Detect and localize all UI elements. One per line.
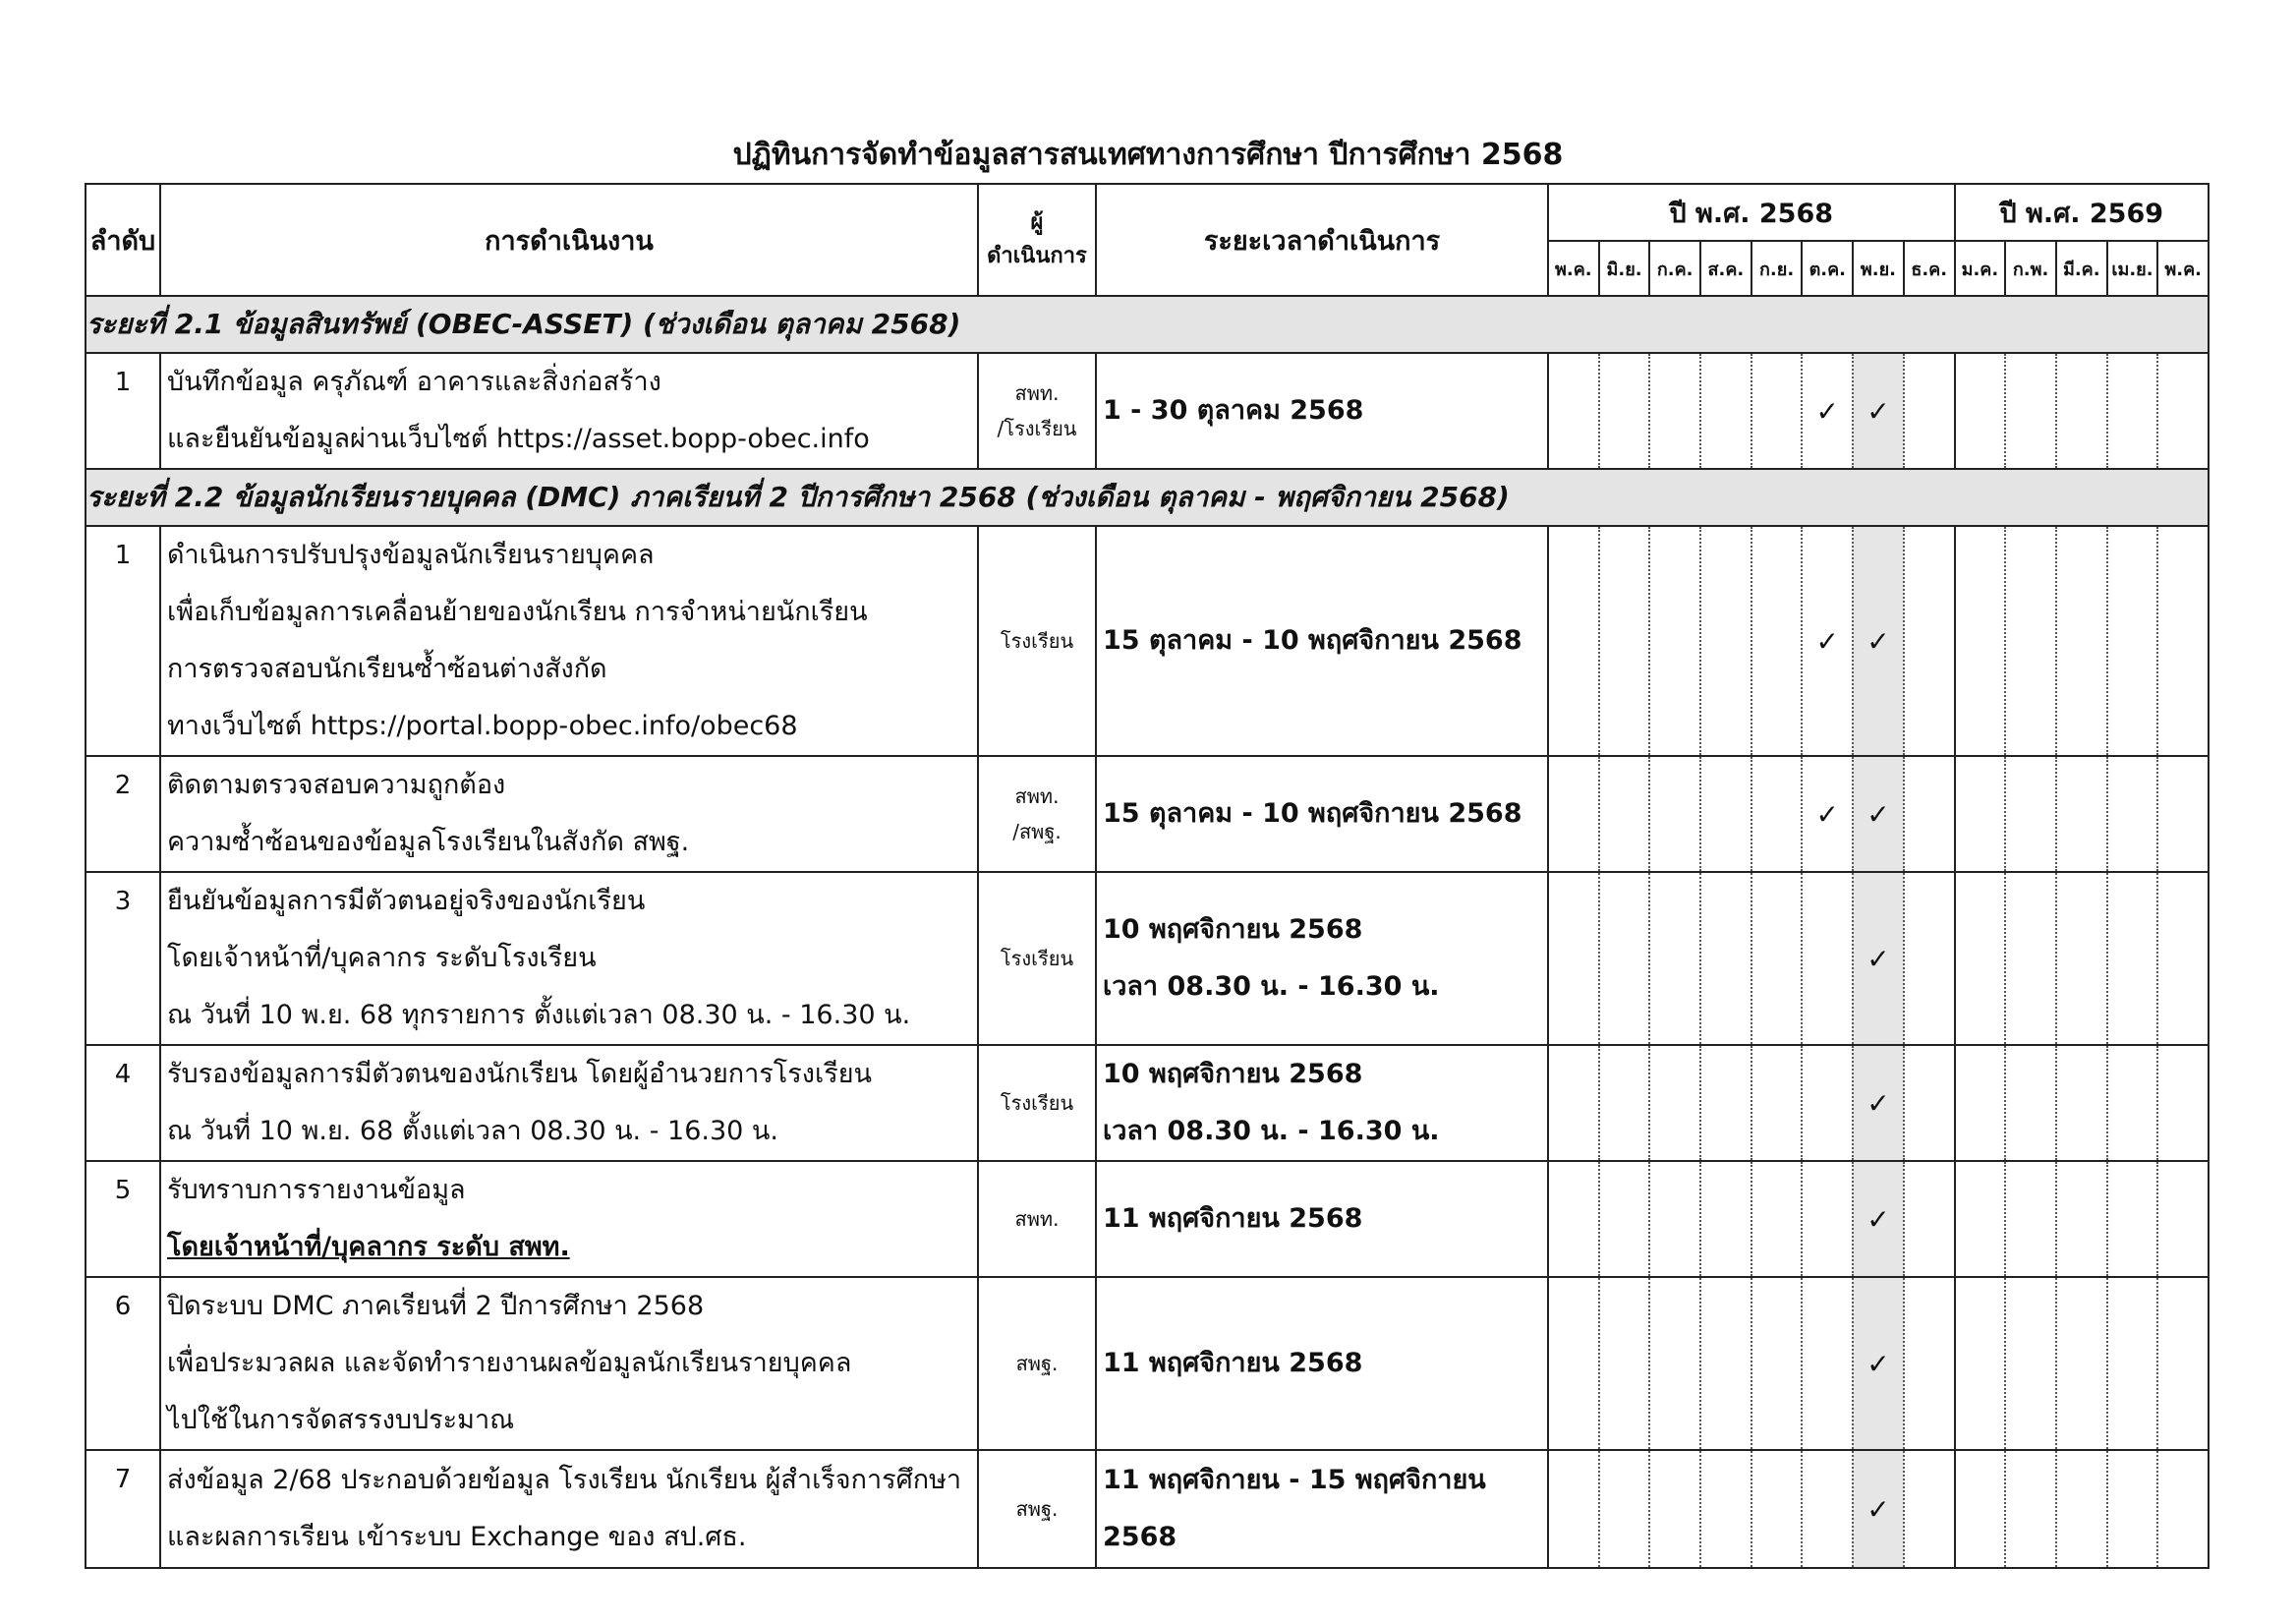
period-line: เวลา 08.30 น. - 16.30 น. bbox=[1103, 971, 1440, 1002]
month-cell bbox=[1599, 756, 1650, 872]
month-cell bbox=[1853, 1277, 1904, 1450]
operator-line: สพท. bbox=[1014, 784, 1060, 808]
header-no: ลำดับ bbox=[86, 184, 160, 296]
table-row bbox=[86, 1450, 2209, 1568]
check-icon: ✓ bbox=[1866, 1492, 1890, 1526]
activity-line: และยืนยันข้อมูลผ่านเว็บไซต์ https://asset.bopp-obec.info bbox=[167, 424, 870, 454]
operator-line: สพฐ. bbox=[1015, 1352, 1059, 1375]
activity-line: การตรวจสอบนักเรียนซ้ำซ้อนต่างสังกัด bbox=[167, 654, 607, 684]
header-year-2569: ปี พ.ศ. 2569 bbox=[1955, 184, 2209, 241]
month-cell bbox=[1802, 1450, 1853, 1568]
month-cell bbox=[1548, 526, 1599, 756]
operator-line: โรงเรียน bbox=[1000, 1091, 1074, 1115]
period-cell bbox=[1096, 872, 1548, 1045]
month-cell bbox=[1700, 1045, 1751, 1161]
month-cell bbox=[1599, 526, 1650, 756]
operator-line: /สพฐ. bbox=[1012, 820, 1062, 843]
month-cell bbox=[2005, 1045, 2056, 1161]
month-cell bbox=[1599, 353, 1650, 469]
month-cell bbox=[1802, 526, 1853, 756]
period-line: 11 พฤศจิกายน 2568 bbox=[1103, 1348, 1363, 1378]
activity-line: ทางเว็บไซต์ https://portal.bopp-obec.info/obec68 bbox=[167, 711, 798, 741]
month-cell bbox=[1700, 756, 1751, 872]
month-cell bbox=[1548, 872, 1599, 1045]
month-cell bbox=[1955, 872, 2006, 1045]
activity-cell bbox=[160, 1161, 978, 1277]
activity-line: ความซ้ำซ้อนของข้อมูลโรงเรียนในสังกัด สพฐ. bbox=[167, 827, 690, 857]
month-cell bbox=[2005, 1450, 2056, 1568]
table-row bbox=[86, 756, 2209, 872]
month-cell bbox=[1853, 1045, 1904, 1161]
operator-cell bbox=[978, 872, 1096, 1045]
month-cell bbox=[1802, 353, 1853, 469]
month-cell bbox=[1649, 353, 1700, 469]
row-number: 6 bbox=[86, 1277, 160, 1450]
check-icon: ✓ bbox=[1866, 624, 1890, 658]
period-line: 11 พฤศจิกายน - 15 พฤศจิกายน bbox=[1103, 1465, 1486, 1495]
month-cell bbox=[2056, 872, 2107, 1045]
month-cell bbox=[2157, 756, 2209, 872]
month-cell bbox=[1802, 756, 1853, 872]
month-header: พ.ค. bbox=[2157, 241, 2209, 296]
month-cell bbox=[1955, 1045, 2006, 1161]
period-cell bbox=[1096, 1161, 1548, 1277]
activity-cell bbox=[160, 872, 978, 1045]
period-cell bbox=[1096, 1277, 1548, 1450]
month-cell bbox=[2107, 1045, 2158, 1161]
month-cell bbox=[1751, 353, 1803, 469]
month-header: มิ.ย. bbox=[1599, 241, 1650, 296]
month-cell bbox=[1700, 1277, 1751, 1450]
month-cell bbox=[2056, 756, 2107, 872]
month-header: มี.ค. bbox=[2056, 241, 2107, 296]
month-cell bbox=[1599, 1450, 1650, 1568]
month-cell bbox=[1599, 1045, 1650, 1161]
month-cell bbox=[2056, 353, 2107, 469]
month-cell bbox=[1649, 756, 1700, 872]
header-period: ระยะเวลาดำเนินการ bbox=[1096, 184, 1548, 296]
month-cell bbox=[1751, 1045, 1803, 1161]
month-header: ส.ค. bbox=[1700, 241, 1751, 296]
phase-title: ระยะที่ 2.2 ข้อมูลนักเรียนรายบุคคล (DMC) ภาคเรียนที่ 2 ปีการศึกษา 2568 (ช่วงเดือน ตุลาคม - พฤศจิกายน 2568) bbox=[86, 469, 2209, 526]
month-cell bbox=[1700, 872, 1751, 1045]
month-cell bbox=[1802, 872, 1853, 1045]
row-number: 7 bbox=[86, 1450, 160, 1568]
check-icon: ✓ bbox=[1866, 942, 1890, 975]
month-cell bbox=[1802, 1277, 1853, 1450]
month-cell bbox=[1751, 1450, 1803, 1568]
month-cell bbox=[2107, 353, 2158, 469]
check-icon: ✓ bbox=[1815, 797, 1840, 831]
check-icon: ✓ bbox=[1866, 1202, 1890, 1236]
operator-cell bbox=[978, 353, 1096, 469]
activity-cell bbox=[160, 1450, 978, 1568]
month-cell bbox=[1904, 872, 1955, 1045]
month-cell bbox=[1904, 756, 1955, 872]
month-cell bbox=[1599, 1277, 1650, 1450]
phase-title: ระยะที่ 2.1 ข้อมูลสินทรัพย์ (OBEC-ASSET) (ช่วงเดือน ตุลาคม 2568) bbox=[86, 296, 2209, 353]
table-row bbox=[86, 1277, 2209, 1450]
activity-cell bbox=[160, 756, 978, 872]
check-icon: ✓ bbox=[1866, 1347, 1890, 1380]
month-cell bbox=[1955, 1161, 2006, 1277]
activity-line: ดำเนินการปรับปรุงข้อมูลนักเรียนรายบุคคล bbox=[167, 540, 655, 570]
month-cell bbox=[1700, 353, 1751, 469]
month-cell bbox=[2157, 526, 2209, 756]
month-header: ก.ย. bbox=[1751, 241, 1803, 296]
month-cell bbox=[1649, 1045, 1700, 1161]
month-cell bbox=[1955, 756, 2006, 872]
month-cell bbox=[2157, 1161, 2209, 1277]
month-cell bbox=[2005, 1161, 2056, 1277]
month-cell bbox=[1599, 872, 1650, 1045]
activity-emphasis: โดยเจ้าหน้าที่/บุคลากร ระดับ สพท. bbox=[167, 1232, 570, 1262]
operator-line: โรงเรียน bbox=[1000, 629, 1074, 653]
month-cell bbox=[1548, 1161, 1599, 1277]
month-header: ก.พ. bbox=[2005, 241, 2056, 296]
operator-line: /โรงเรียน bbox=[997, 417, 1077, 440]
row-number: 1 bbox=[86, 353, 160, 469]
row-number: 4 bbox=[86, 1045, 160, 1161]
table-row bbox=[86, 1161, 2209, 1277]
month-header: ต.ค. bbox=[1802, 241, 1853, 296]
table-row bbox=[86, 872, 2209, 1045]
month-cell bbox=[1649, 1450, 1700, 1568]
month-cell bbox=[1853, 1161, 1904, 1277]
operator-cell bbox=[978, 526, 1096, 756]
month-cell bbox=[1700, 1161, 1751, 1277]
month-header: พ.ค. bbox=[1548, 241, 1599, 296]
period-cell bbox=[1096, 526, 1548, 756]
activity-line: และผลการเรียน เข้าระบบ Exchange ของ สป.ศธ. bbox=[167, 1522, 747, 1552]
period-line: เวลา 08.30 น. - 16.30 น. bbox=[1103, 1116, 1440, 1146]
header-year-2568: ปี พ.ศ. 2568 bbox=[1548, 184, 1955, 241]
activity-line: เพื่อเก็บข้อมูลการเคลื่อนย้ายของนักเรียน การจำหน่ายนักเรียน bbox=[167, 597, 868, 627]
header-operator: ผู้ ดำเนินการ bbox=[978, 184, 1096, 296]
activity-line: เพื่อประมวลผล และจัดทำรายงานผลข้อมูลนักเรียนรายบุคคล bbox=[167, 1348, 852, 1378]
operator-cell bbox=[978, 1045, 1096, 1161]
month-cell bbox=[1751, 872, 1803, 1045]
period-line: 1 - 30 ตุลาคม 2568 bbox=[1103, 395, 1364, 426]
month-cell bbox=[1548, 353, 1599, 469]
month-header: เม.ย. bbox=[2107, 241, 2158, 296]
month-cell bbox=[2056, 1277, 2107, 1450]
month-header: พ.ย. bbox=[1853, 241, 1904, 296]
month-cell bbox=[1904, 1161, 1955, 1277]
period-line: 2568 bbox=[1103, 1522, 1177, 1552]
month-cell bbox=[2005, 1277, 2056, 1450]
operator-cell bbox=[978, 1450, 1096, 1568]
month-cell bbox=[1751, 1277, 1803, 1450]
month-cell bbox=[1853, 353, 1904, 469]
month-cell bbox=[1548, 1277, 1599, 1450]
month-cell bbox=[2107, 526, 2158, 756]
month-cell bbox=[2056, 1161, 2107, 1277]
row-number: 2 bbox=[86, 756, 160, 872]
activity-line: รับรองข้อมูลการมีตัวตนของนักเรียน โดยผู้อำนวยการโรงเรียน bbox=[167, 1059, 873, 1089]
month-cell bbox=[1751, 526, 1803, 756]
month-header: ก.ค. bbox=[1649, 241, 1700, 296]
month-cell bbox=[1853, 1450, 1904, 1568]
period-line: 10 พฤศจิกายน 2568 bbox=[1103, 1059, 1363, 1089]
month-cell bbox=[1700, 526, 1751, 756]
activity-line: ส่งข้อมูล 2/68 ประกอบด้วยข้อมูล โรงเรียน นักเรียน ผู้สำเร็จการศึกษา bbox=[167, 1465, 962, 1495]
check-icon: ✓ bbox=[1866, 797, 1890, 831]
operator-line: สพท. bbox=[1014, 1207, 1060, 1231]
month-cell bbox=[2005, 872, 2056, 1045]
check-icon: ✓ bbox=[1815, 624, 1840, 658]
period-cell bbox=[1096, 1450, 1548, 1568]
month-cell bbox=[2107, 1161, 2158, 1277]
activity-cell bbox=[160, 1045, 978, 1161]
month-cell bbox=[1904, 1277, 1955, 1450]
activity-cell bbox=[160, 353, 978, 469]
month-cell bbox=[1751, 756, 1803, 872]
month-cell bbox=[1904, 1450, 1955, 1568]
month-cell bbox=[1904, 353, 1955, 469]
month-cell bbox=[1548, 1450, 1599, 1568]
table-row bbox=[86, 353, 2209, 469]
month-cell bbox=[1904, 1045, 1955, 1161]
activity-line: ยืนยันข้อมูลการมีตัวตนอยู่จริงของนักเรียน bbox=[167, 886, 646, 916]
activity-cell bbox=[160, 1277, 978, 1450]
row-number: 3 bbox=[86, 872, 160, 1045]
period-cell bbox=[1096, 756, 1548, 872]
table-row bbox=[86, 1045, 2209, 1161]
activity-line: ณ วันที่ 10 พ.ย. 68 ตั้งแต่เวลา 08.30 น. - 16.30 น. bbox=[167, 1116, 778, 1146]
calendar-table bbox=[85, 183, 2210, 1569]
month-cell bbox=[2157, 353, 2209, 469]
month-cell bbox=[2056, 1045, 2107, 1161]
check-icon: ✓ bbox=[1815, 394, 1840, 428]
activity-cell bbox=[160, 526, 978, 756]
operator-cell bbox=[978, 756, 1096, 872]
month-cell bbox=[1700, 1450, 1751, 1568]
month-cell bbox=[2107, 1450, 2158, 1568]
month-cell bbox=[1853, 526, 1904, 756]
period-line: 11 พฤศจิกายน 2568 bbox=[1103, 1203, 1363, 1234]
month-cell bbox=[1649, 872, 1700, 1045]
operator-cell bbox=[978, 1277, 1096, 1450]
period-line: 10 พฤศจิกายน 2568 bbox=[1103, 914, 1363, 945]
month-cell bbox=[1904, 526, 1955, 756]
operator-cell bbox=[978, 1161, 1096, 1277]
month-cell bbox=[2157, 1450, 2209, 1568]
month-cell bbox=[1751, 1161, 1803, 1277]
period-cell bbox=[1096, 353, 1548, 469]
month-cell bbox=[2157, 872, 2209, 1045]
month-cell bbox=[1649, 526, 1700, 756]
period-line: 15 ตุลาคม - 10 พฤศจิกายน 2568 bbox=[1103, 625, 1522, 656]
operator-line: โรงเรียน bbox=[1000, 947, 1074, 970]
month-cell bbox=[2107, 1277, 2158, 1450]
month-cell bbox=[2056, 1450, 2107, 1568]
month-cell bbox=[1802, 1161, 1853, 1277]
month-cell bbox=[1548, 1045, 1599, 1161]
row-number: 1 bbox=[86, 526, 160, 756]
header-activity: การดำเนินงาน bbox=[160, 184, 978, 296]
period-cell bbox=[1096, 1045, 1548, 1161]
month-cell bbox=[2107, 756, 2158, 872]
activity-line: ติดตามตรวจสอบความถูกต้อง bbox=[167, 770, 506, 800]
month-cell bbox=[2056, 526, 2107, 756]
month-cell bbox=[1649, 1161, 1700, 1277]
month-cell bbox=[1955, 1450, 2006, 1568]
activity-line: ปิดระบบ DMC ภาคเรียนที่ 2 ปีการศึกษา 2568 bbox=[167, 1291, 705, 1321]
month-cell bbox=[1955, 1277, 2006, 1450]
activity-line: ณ วันที่ 10 พ.ย. 68 ทุกรายการ ตั้งแต่เวลา 08.30 น. - 16.30 น. bbox=[167, 1000, 911, 1030]
month-cell bbox=[2005, 526, 2056, 756]
row-number: 5 bbox=[86, 1161, 160, 1277]
month-cell bbox=[2005, 756, 2056, 872]
activity-line: ไปใช้ในการจัดสรรงบประมาณ bbox=[167, 1405, 515, 1435]
month-cell bbox=[2157, 1277, 2209, 1450]
month-cell bbox=[2005, 353, 2056, 469]
operator-line: สพท. bbox=[1014, 381, 1060, 405]
activity-line: บันทึกข้อมูล ครุภัณฑ์ อาคารและสิ่งก่อสร้าง bbox=[167, 367, 661, 397]
check-icon: ✓ bbox=[1866, 394, 1890, 428]
month-header: ม.ค. bbox=[1955, 241, 2006, 296]
month-header: ธ.ค. bbox=[1904, 241, 1955, 296]
month-cell bbox=[1548, 756, 1599, 872]
check-icon: ✓ bbox=[1866, 1086, 1890, 1120]
operator-line: สพฐ. bbox=[1015, 1497, 1059, 1521]
month-cell bbox=[1853, 756, 1904, 872]
month-cell bbox=[1649, 1277, 1700, 1450]
table-row bbox=[86, 526, 2209, 756]
month-cell bbox=[1955, 353, 2006, 469]
period-line: 15 ตุลาคม - 10 พฤศจิกายน 2568 bbox=[1103, 798, 1522, 829]
month-cell bbox=[1599, 1161, 1650, 1277]
month-cell bbox=[2157, 1045, 2209, 1161]
activity-line: รับทราบการรายงานข้อมูล bbox=[167, 1175, 466, 1205]
page-title: ปฏิทินการจัดทำข้อมูลสารสนเทศทางการศึกษา ปีการศึกษา 2568 bbox=[732, 138, 1564, 172]
month-cell bbox=[1955, 526, 2006, 756]
activity-line: โดยเจ้าหน้าที่/บุคลากร ระดับโรงเรียน bbox=[167, 943, 597, 973]
month-cell bbox=[1853, 872, 1904, 1045]
month-cell bbox=[1802, 1045, 1853, 1161]
month-cell bbox=[2107, 872, 2158, 1045]
